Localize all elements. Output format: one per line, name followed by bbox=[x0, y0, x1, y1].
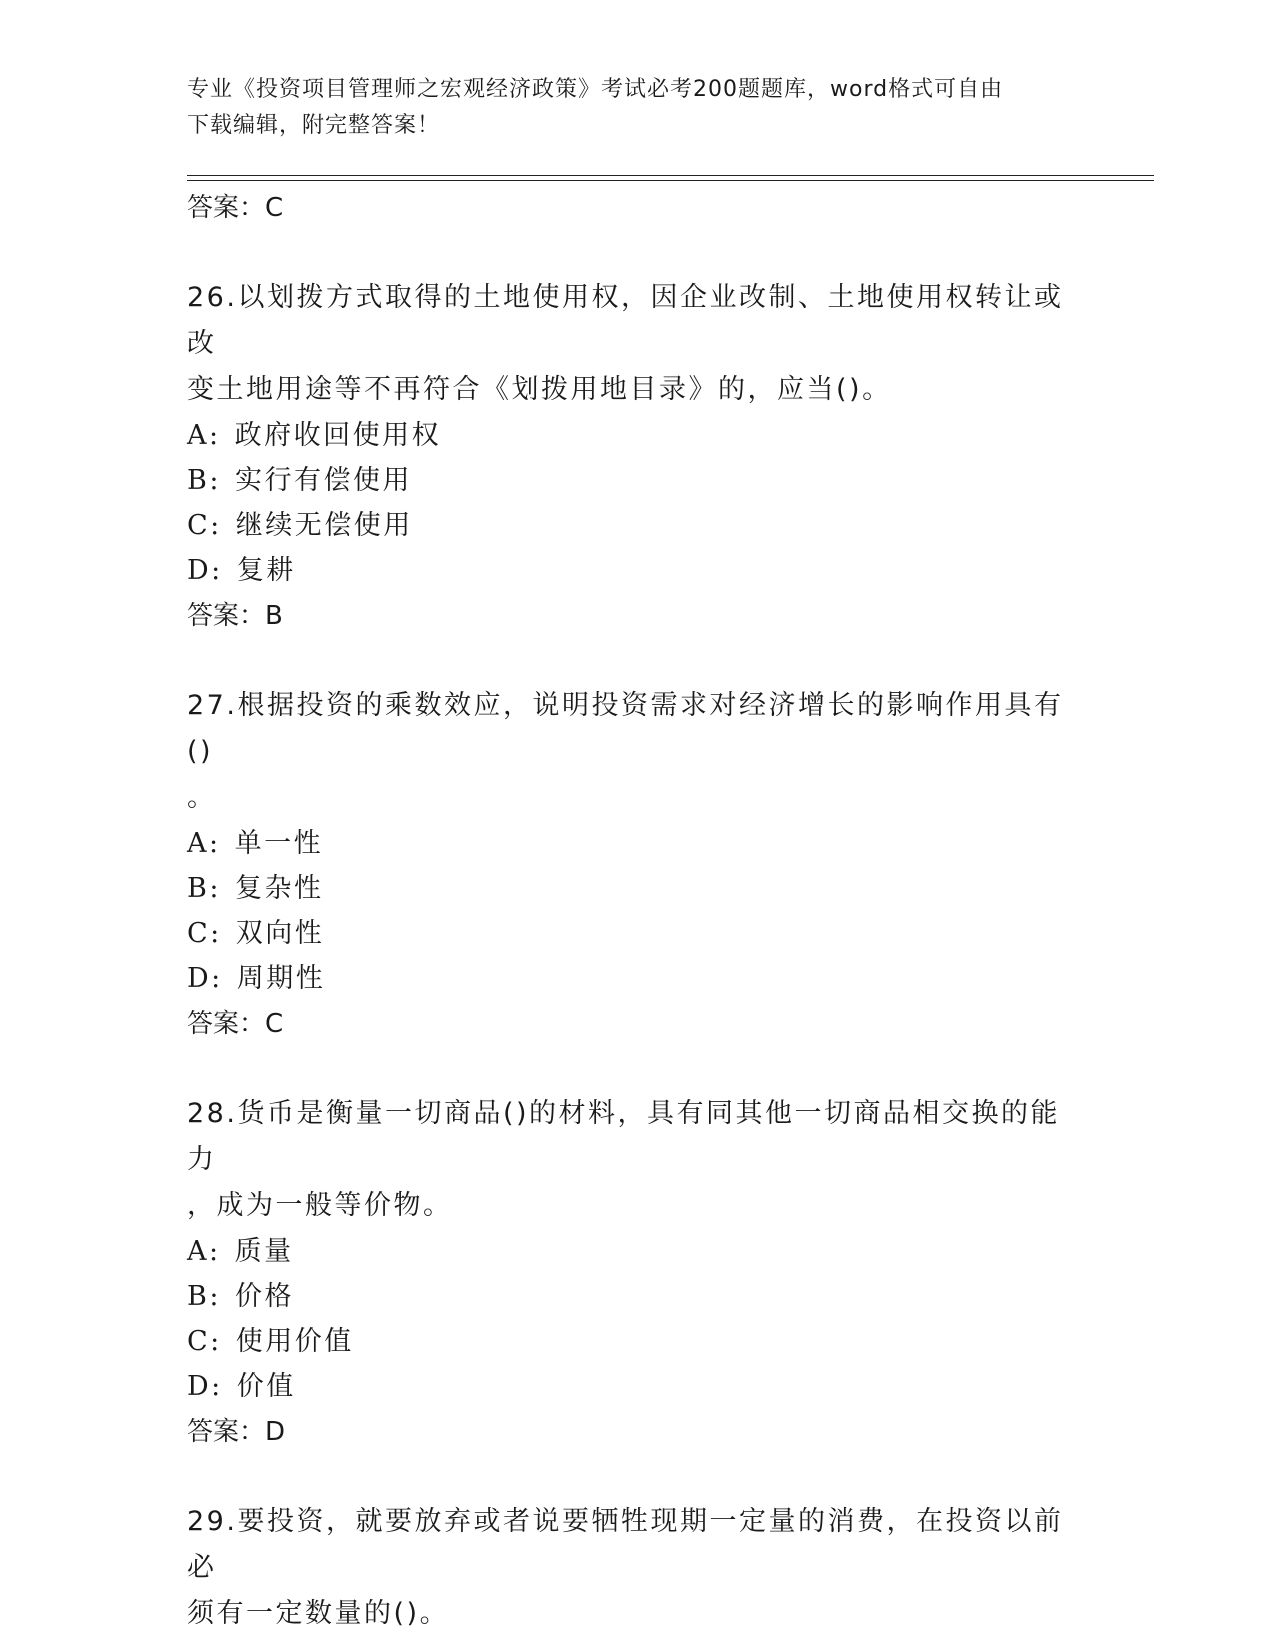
question-line: 须有一定数量的()。 bbox=[187, 1598, 450, 1629]
option-b bbox=[187, 866, 1087, 911]
header-line-2: 下载编辑，附完整答案！ bbox=[187, 113, 441, 138]
question-text bbox=[187, 275, 1087, 413]
option-letter: A: bbox=[187, 828, 221, 859]
question-text bbox=[187, 683, 1087, 821]
question-28 bbox=[187, 1091, 1087, 1455]
option-a bbox=[187, 1229, 1087, 1274]
answer-line: 答案：D bbox=[187, 1417, 286, 1447]
header-rule-bottom bbox=[187, 180, 1154, 181]
option-c bbox=[187, 503, 1087, 548]
option-text: 继续无偿使用 bbox=[235, 510, 413, 541]
answer-line: 答案：C bbox=[187, 193, 284, 223]
option-text: 质量 bbox=[234, 1236, 294, 1267]
option-text: 使用价值 bbox=[235, 1326, 354, 1357]
option-b bbox=[187, 458, 1087, 503]
question-line: 28.货币是衡量一切商品()的材料，具有同其他一切商品相交换的能力 bbox=[187, 1098, 1061, 1175]
option-text: 价格 bbox=[234, 1281, 294, 1312]
option-text: 复耕 bbox=[236, 555, 296, 586]
option-letter: B: bbox=[187, 873, 221, 904]
option-a bbox=[187, 821, 1087, 866]
question-line: 27.根据投资的乘数效应，说明投资需求对经济增长的影响作用具有() bbox=[187, 690, 1064, 767]
option-b bbox=[187, 1274, 1087, 1319]
question-line: 。 bbox=[187, 782, 217, 813]
question-line: ，成为一般等价物。 bbox=[187, 1190, 453, 1221]
option-letter: D: bbox=[187, 1371, 223, 1402]
option-text: 周期性 bbox=[236, 963, 326, 994]
option-d bbox=[187, 956, 1087, 1001]
option-letter: D: bbox=[187, 555, 223, 586]
document-header bbox=[187, 72, 1067, 144]
option-letter: B: bbox=[187, 465, 221, 496]
option-c bbox=[187, 911, 1087, 956]
question-text bbox=[187, 1499, 1087, 1637]
option-letter: D: bbox=[187, 963, 223, 994]
option-letter: B: bbox=[187, 1281, 221, 1312]
question-text bbox=[187, 1091, 1087, 1229]
header-rule-top bbox=[187, 175, 1154, 176]
question-line: 变土地用途等不再符合《划拨用地目录》的，应当()。 bbox=[187, 374, 892, 405]
question-line: 29.要投资，就要放弃或者说要牺牲现期一定量的消费，在投资以前必 bbox=[187, 1506, 1064, 1583]
option-letter: C: bbox=[187, 510, 222, 541]
question-line: 26.以划拨方式取得的土地使用权，因企业改制、土地使用权转让或改 bbox=[187, 282, 1064, 359]
question-26 bbox=[187, 275, 1087, 639]
header-line-1: 专业《投资项目管理师之宏观经济政策》考试必考200题题库，word格式可自由 bbox=[187, 77, 1004, 102]
option-letter: A: bbox=[187, 1236, 221, 1267]
option-text: 双向性 bbox=[235, 918, 325, 949]
option-d bbox=[187, 548, 1087, 593]
option-letter: C: bbox=[187, 918, 222, 949]
option-text: 复杂性 bbox=[234, 873, 324, 904]
question-27 bbox=[187, 683, 1087, 1047]
option-text: 价值 bbox=[236, 1371, 296, 1402]
option-a bbox=[187, 413, 1087, 458]
question-29 bbox=[187, 1499, 1087, 1637]
option-d bbox=[187, 1364, 1087, 1409]
question-list bbox=[187, 185, 1087, 1637]
option-c bbox=[187, 1319, 1087, 1364]
answer-line: 答案：B bbox=[187, 601, 283, 631]
option-letter: C: bbox=[187, 1326, 222, 1357]
option-letter: A: bbox=[187, 420, 221, 451]
answer-line: 答案：C bbox=[187, 1009, 284, 1039]
option-text: 政府收回使用权 bbox=[234, 420, 442, 451]
option-text: 单一性 bbox=[234, 828, 324, 859]
option-text: 实行有偿使用 bbox=[234, 465, 412, 496]
